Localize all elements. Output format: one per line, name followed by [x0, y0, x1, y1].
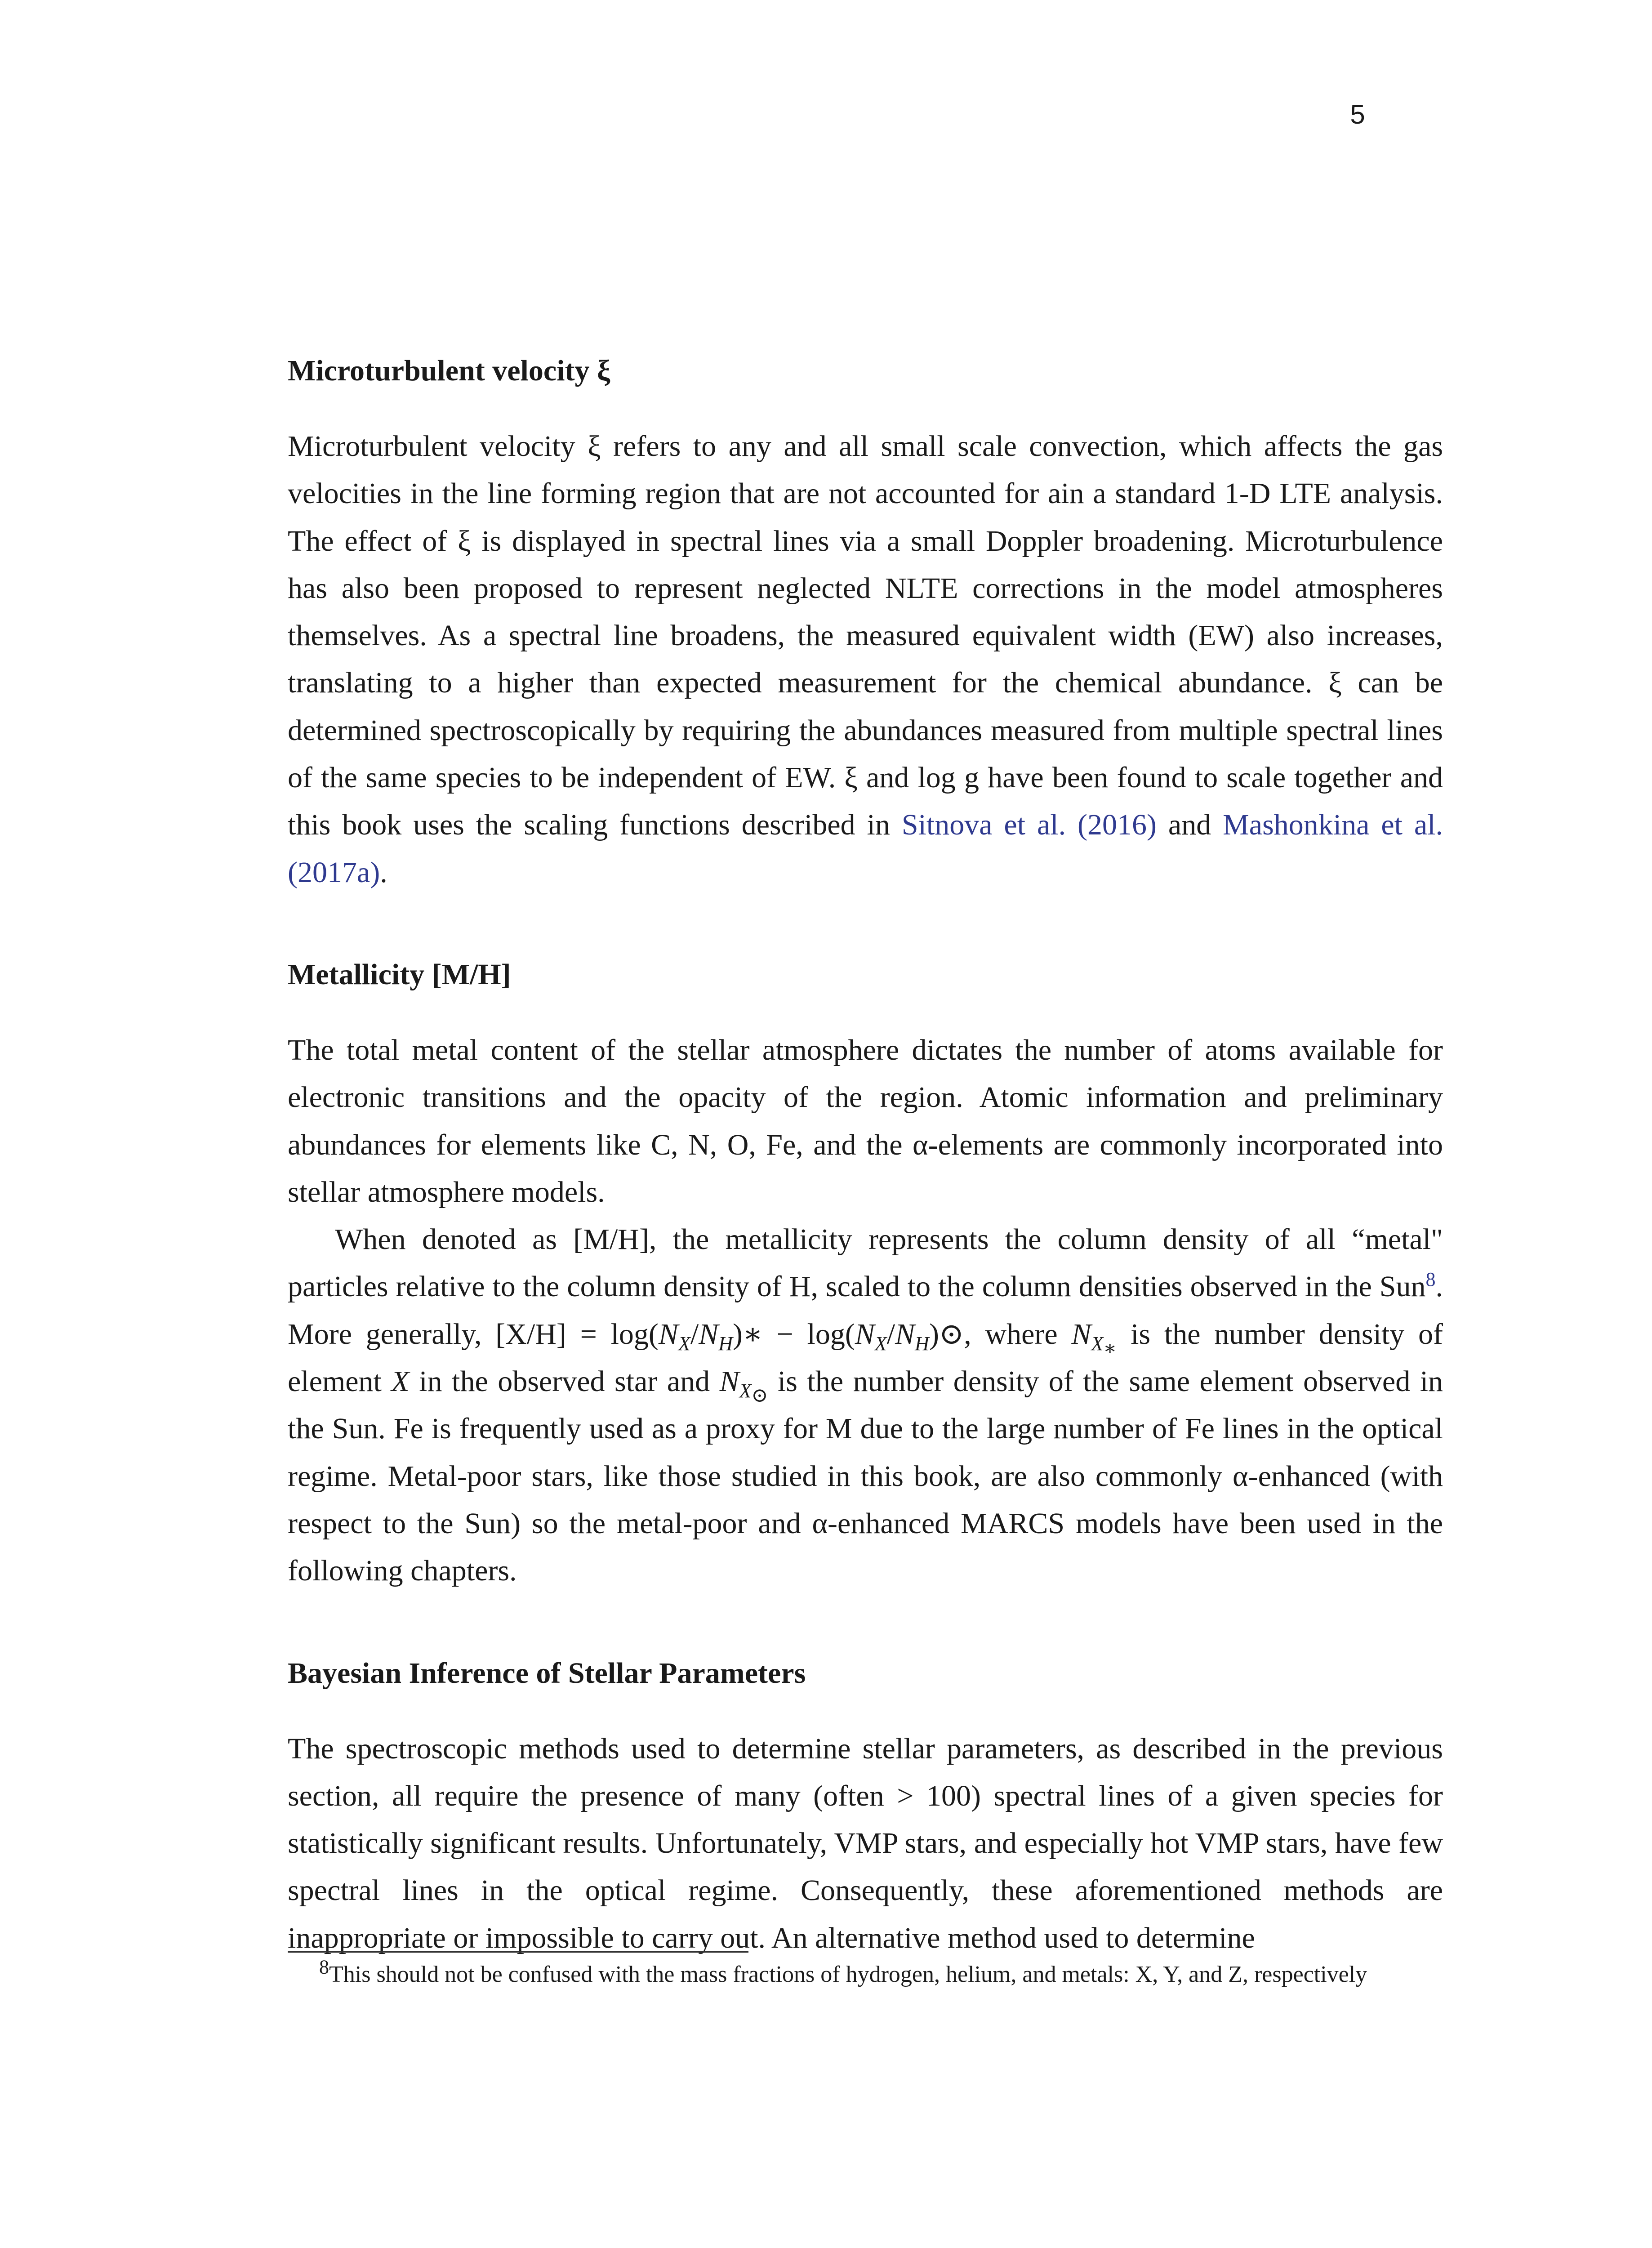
- paragraph-microturbulence: Microturbulent velocity ξ refers to any and all small scale convection, which affects the gas velocities in the line forming region that are not accounted for ain a standard 1-D LTE analysis. The effect of ξ is displayed in spectral lines via a small Doppler broadening. Microturbulence has also been proposed to represent neglected NLTE corrections in the model atmospheres themselves. As a spectral line broadens, the measured equivalent width (EW) also increases, translating to a higher than expected measurement for the chemical abundance. ξ can be determined spectroscopically by requiring the abundances measured from multiple spectral lines of the same species to be independent of EW. ξ and log g have been found to scale together and this book uses the scaling functions described in Sitnova et al. (2016) and Mashonkina et al. (2017a).: [288, 430, 1443, 889]
- footnote-mark: 8: [319, 1956, 329, 1978]
- page-number: 5: [1350, 99, 1365, 129]
- paragraph-text: Microturbulent velocity ξ refers to any and all small scale convection, which affects the gas velocities in the line forming region that are not accounted for ain a standard 1-D LTE analysis. The effect of ξ is displayed in spectral lines via a small Doppler broadening. Microturbulence has also been proposed to represent neglected NLTE corrections in the model atmospheres themselves. As a spectral line broadens, the measured equivalent width (EW) also increases, translating to a higher than expected measurement for the chemical abundance. ξ can be determined spectroscopically by requiring the abundances measured from multiple spectral lines of the same species to be independent of EW. ξ and log g have been found to scale together and this book uses the scaling functions described in: [288, 430, 1443, 842]
- paragraph-metallicity-2: When denoted as [M/H], the metallicity represents the column density of all “metal" particles relative to the column density of H, scaled to the column densities observed in the Sun$^8$. More generally, $[X/H] = \log(N_X/N_H)∗$ − $\log(N_X/N_H)⊙$, where $N_{X_∗}$ is the number density of element X in the observed star and $N_{X_⊙}$ is the number density of the same element observed in the Sun. Fe is frequently used as a proxy for M due to the large number of Fe lines in the optical regime. Metal-poor stars, like those studied in this book, are also commonly α-enhanced (with respect to the Sun) so the metal-poor and α-enhanced MARCS models have been used in the following chapters.: [288, 1223, 1443, 1588]
- paragraph-bayesian: The spectroscopic methods used to determine stellar parameters, as described in the previous section, all require the presence of many (often > 100) spectral lines of a given species for statistically significant results. Unfortunately, VMP stars, and especially hot VMP stars, have few spectral lines in the optical regime. Consequently, these aforementioned methods are inappropriate or impossible to carry out. An alternative method used to determine: [288, 1732, 1443, 1954]
- footnote-reference[interactable]: 8: [1425, 1268, 1436, 1291]
- citation-mashonkina[interactable]: Mashonkina et al. (2017a): [288, 808, 1443, 889]
- footnote-text: This should not be confused with the mass fractions of hydrogen, helium, and metals: X, Y, and Z, respectively: [329, 1962, 1367, 1987]
- footnote: [288, 1958, 1443, 1991]
- section-heading-bayesian: Bayesian Inference of Stellar Parameters: [288, 1656, 806, 1690]
- citation-sitnova[interactable]: Sitnova et al. (2016): [901, 808, 1157, 842]
- section-heading-microturbulence: Microturbulent velocity ξ: [288, 354, 610, 387]
- page-body: [288, 351, 1443, 1962]
- section-heading-metallicity: Metallicity [M/H]: [288, 958, 511, 991]
- paragraph-metallicity-1: The total metal content of the stellar atmosphere dictates the number of atoms available for electronic transitions and the opacity of the region. Atomic information and preliminary abundances for elements like C, N, O, Fe, and the α-elements are commonly incorporated into stellar atmosphere models.: [288, 1033, 1443, 1209]
- footnote-divider: [288, 1951, 748, 1953]
